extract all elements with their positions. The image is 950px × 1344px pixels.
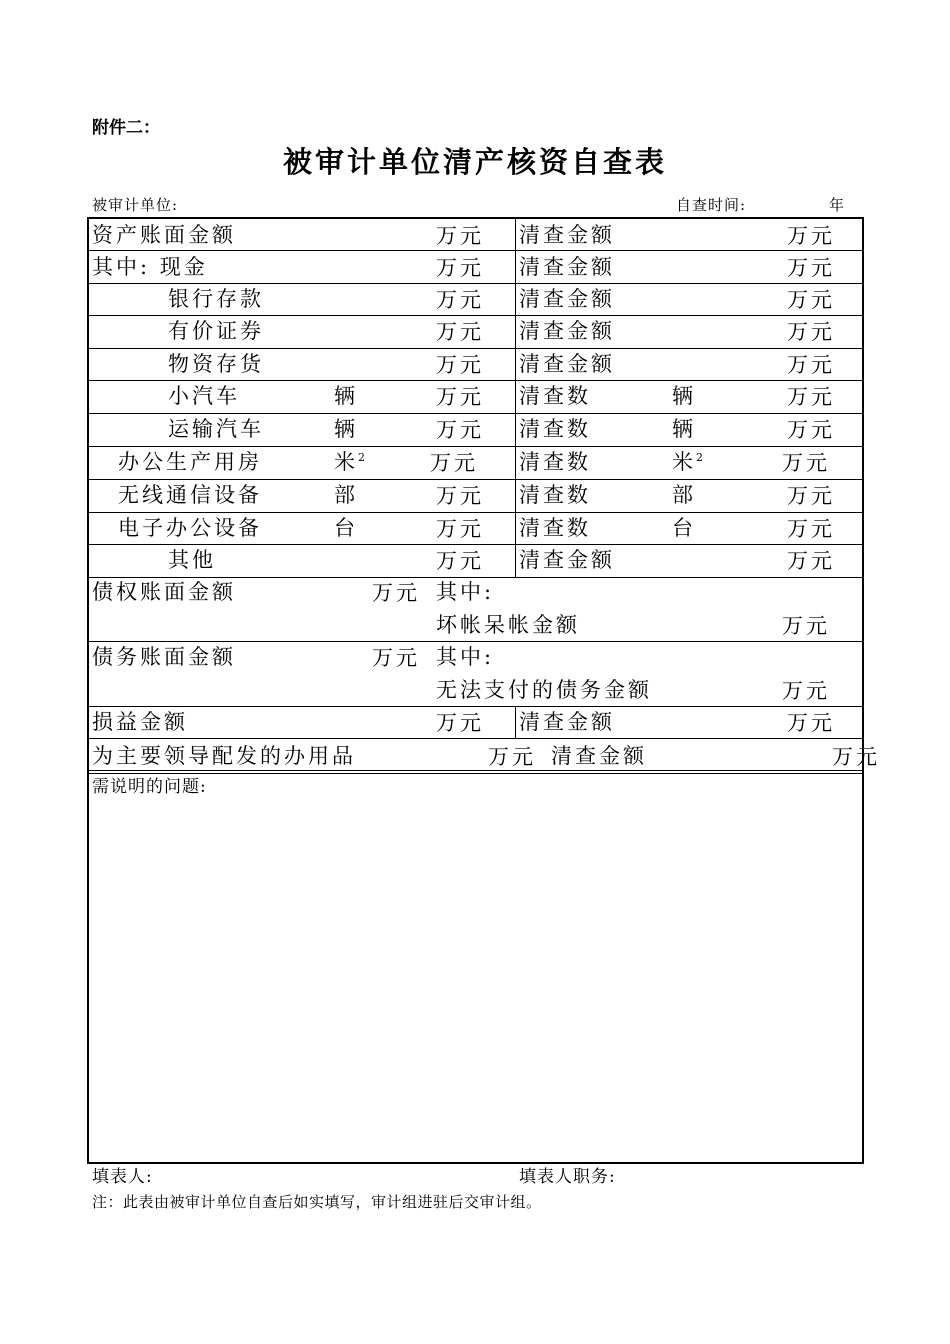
amount-unit: 万元 [436,224,484,248]
profit-loss-amount-unit: 万元 [436,711,484,735]
unit-superscript: 2 [696,451,703,464]
row-divider [88,770,863,771]
check-label: 清查数 [519,483,591,507]
profit-loss-label: 损益金额 [92,710,188,734]
unpayable-debt-amount-unit: 万元 [782,679,830,703]
unit-text: 米 [672,450,696,474]
credit-of-which: 其中: [436,580,495,604]
profit-loss-check-amount-unit: 万元 [787,711,835,735]
unit-text: 米 [334,450,358,474]
amount-unit: 万元 [436,320,484,344]
row-divider [88,738,863,739]
row-label: 资产账面金额 [92,223,236,247]
column-divider [515,218,516,578]
credit-label: 债权账面金额 [92,580,236,604]
row-divider [88,773,863,774]
check-count-unit: 部 [672,483,696,507]
amount-unit: 万元 [436,256,484,280]
amount-unit: 万元 [436,484,484,508]
office-supplies-amount-unit: 万元 [488,745,536,769]
check-amount-unit: 万元 [787,385,835,409]
profit-loss-check-label: 清查金额 [519,710,615,734]
row-divider [88,283,863,284]
row-label: 无线通信设备 [118,483,262,507]
row-divider [88,706,863,707]
check-amount-unit: 万元 [787,320,835,344]
amount-unit: 万元 [430,451,478,475]
row-label: 其他 [168,548,216,572]
count-unit: 台 [334,516,358,540]
check-label: 清查金额 [519,255,615,279]
check-label: 清查金额 [519,352,615,376]
check-count-unit: 台 [672,516,696,540]
amount-unit: 万元 [436,288,484,312]
check-label: 清查数 [519,417,591,441]
office-supplies-check-label: 清查金额 [551,744,647,768]
row-label: 电子办公设备 [118,516,262,540]
check-label: 清查金额 [519,548,615,572]
debt-label: 债务账面金额 [92,645,236,669]
office-supplies-check-amount-clip [820,742,880,772]
check-amount-unit: 万元 [787,353,835,377]
check-count-unit: 辆 [672,384,696,408]
filler-label: 填表人: [92,1167,153,1187]
row-divider [88,446,863,447]
row-divider [88,512,863,513]
check-amount-unit: 万元 [782,451,830,475]
debt-of-which: 其中: [436,645,495,669]
attachment-label: 附件二： [92,118,160,138]
count-unit: 部 [334,483,358,507]
row-label: 物资存货 [168,352,264,376]
check-label: 清查数 [519,450,591,474]
unit-superscript: 2 [358,451,365,464]
column-divider [515,706,516,739]
check-label: 清查金额 [519,287,615,311]
row-divider [88,641,863,642]
check-amount-unit: 万元 [787,484,835,508]
filler-position-label: 填表人职务: [519,1167,616,1187]
row-label: 小汽车 [168,384,240,408]
bad-debt-label: 坏帐呆帐金额 [436,613,580,637]
count-unit [334,452,365,473]
row-divider [88,413,863,414]
amount-unit: 万元 [436,385,484,409]
notes-label: 需说明的问题: [92,777,207,797]
check-amount-unit: 万元 [787,256,835,280]
amount-unit: 万元 [436,549,484,573]
row-divider [88,315,863,316]
office-supplies-label: 为主要领导配发的办用品 [92,744,356,768]
row-divider [88,348,863,349]
amount-unit: 万元 [436,353,484,377]
office-supplies-check-amount-unit: 万元 [832,745,880,769]
footer-note: 注：此表由被审计单位自查后如实填写，审计组进驻后交审计组。 [92,1193,542,1211]
check-amount-unit: 万元 [787,418,835,442]
year-label: 年 [829,196,846,214]
row-divider [88,544,863,545]
check-time-label: 自查时间: [676,196,747,214]
row-divider [88,380,863,381]
count-unit: 辆 [334,384,358,408]
check-count-unit: 辆 [672,417,696,441]
row-label: 有价证券 [168,319,264,343]
count-unit: 辆 [334,417,358,441]
row-label: 运输汽车 [168,417,264,441]
check-amount-unit: 万元 [787,517,835,541]
unpayable-debt-label: 无法支付的债务金额 [436,678,652,702]
check-label: 清查数 [519,516,591,540]
row-divider [88,479,863,480]
check-label: 清查数 [519,384,591,408]
page-title: 被审计单位清产核资自查表 [282,145,667,179]
credit-amount-unit: 万元 [372,581,420,605]
bad-debt-amount-unit: 万元 [782,614,830,638]
amount-unit: 万元 [436,418,484,442]
row-label: 其中: 现金 [92,255,208,279]
amount-unit: 万元 [436,517,484,541]
check-label: 清查金额 [519,223,615,247]
check-amount-unit: 万元 [787,549,835,573]
row-label: 办公生产用房 [118,450,262,474]
audited-unit-label: 被审计单位: [92,196,179,214]
row-divider [88,250,863,251]
check-count-unit [672,452,703,473]
debt-amount-unit: 万元 [372,646,420,670]
check-label: 清查金额 [519,319,615,343]
row-label: 银行存款 [168,287,264,311]
row-divider [88,577,863,578]
check-amount-unit: 万元 [787,224,835,248]
check-amount-unit: 万元 [787,288,835,312]
